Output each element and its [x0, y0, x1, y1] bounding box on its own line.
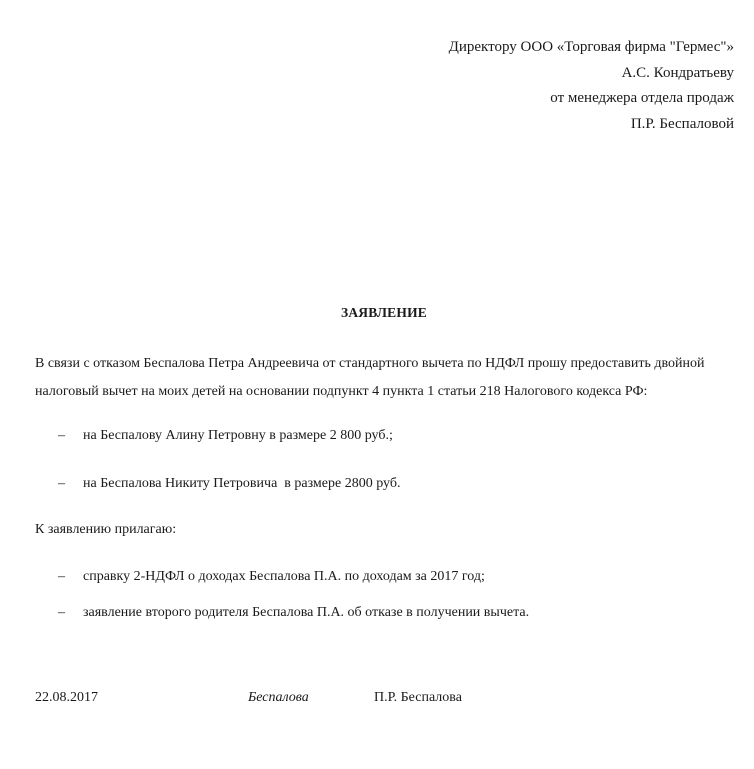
- attachment-item-text: заявление второго родителя Беспалова П.А. об отказе в получении вычета.: [83, 605, 530, 620]
- signature-date: 22.08.2017: [35, 690, 98, 705]
- dash-bullet: –: [58, 569, 65, 584]
- deduction-item-text: на Беспалова Никиту Петровича в размере 2800 руб.: [83, 476, 401, 491]
- signature-name: П.Р. Беспалова: [374, 690, 462, 705]
- dash-bullet: –: [58, 605, 65, 620]
- dash-bullet: –: [58, 428, 65, 443]
- document-title: ЗАЯВЛЕНИЕ: [341, 305, 427, 320]
- body-paragraph: [35, 350, 735, 406]
- dash-bullet: –: [58, 476, 65, 491]
- deduction-item-text: на Беспалову Алину Петровну в размере 2 800 руб.;: [83, 428, 393, 443]
- addressee-block: [449, 35, 734, 137]
- addressee-line-director: Директору ООО «Торговая фирма "Гермес"»: [448, 39, 734, 55]
- attachment-item-text: справку 2-НДФЛ о доходах Беспалова П.А. по доходам за 2017 год;: [83, 569, 485, 584]
- addressee-line-from: от менеджера отдела продаж: [550, 90, 734, 106]
- addressee-line-recipient: А.С. Кондратьеву: [621, 64, 734, 81]
- body-line-1: В связи с отказом Беспалова Петра Андреевича от стандартного вычета по НДФЛ прошу предоставить двойной: [35, 356, 705, 371]
- body-line-2: налоговый вычет на моих детей на основании подпункт 4 пункта 1 статьи 218 Налогового кодекса РФ:: [35, 384, 648, 399]
- handwritten-signature: Беспалова: [248, 690, 309, 705]
- addressee-line-sender: П.Р. Беспаловой: [630, 115, 734, 132]
- attachments-heading: К заявлению прилагаю:: [35, 522, 177, 537]
